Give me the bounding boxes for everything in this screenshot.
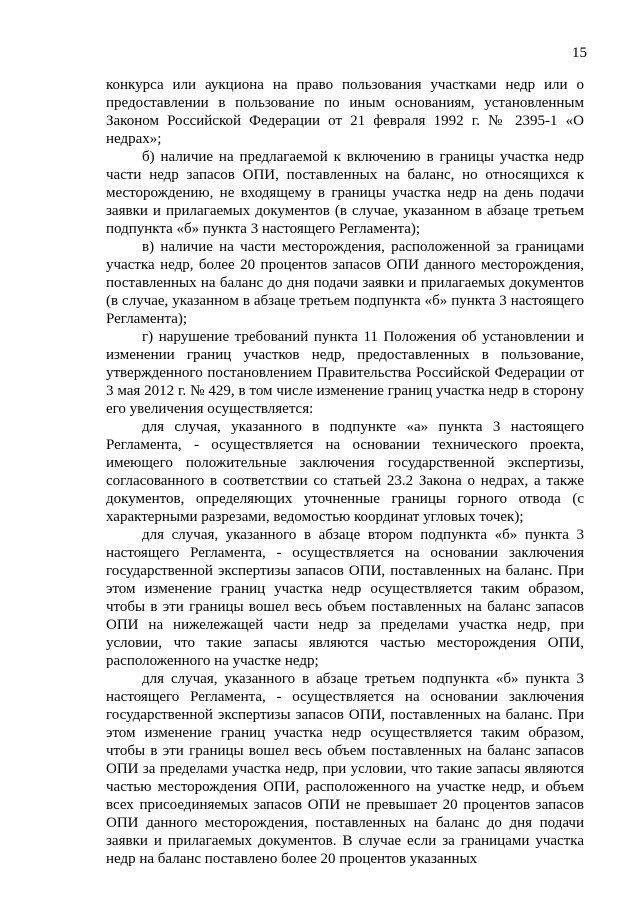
page-number: 15 bbox=[572, 45, 587, 61]
paragraph-item-g: г) нарушение требований пункта 11 Положения об установлении и изменении границ участков недр, предоставленных в пользование, утвержденного постановлением Правительства Российской Федерации от 3 мая 2012 г. № 429, в том числе изменение границ участка недр в сторону его увеличения осуществляется: bbox=[106, 329, 584, 417]
paragraph-continuation: конкурса или аукциона на право пользования участками недр или о предоставлении в пользование по иным основаниям, установленным Законом Российской Федерации от 21 февраля 1992 г. № 2395-1 «О недрах»; bbox=[106, 77, 584, 147]
paragraph-item-v: в) наличие на части месторождения, расположенной за границами участка недр, более 20 процентов запасов ОПИ данного месторождения, поставленных на баланс до дня подачи заявки и прилагаемых документов (в случае, указанном в абзаце третьем подпункта «б» пункта 3 настоящего Регламента); bbox=[106, 239, 584, 327]
paragraph-case-a: для случая, указанного в подпункте «а» пункта 3 настоящего Регламента, - осуществляется на основании технического проекта, имеющего положительные заключения государственной экспертизы, согласованного в соответствии со статьей 23.2 Закона о недрах, а также документов, определяющих уточненные границы горного отвода (с характерными разрезами, ведомостью координат угловых точек); bbox=[106, 419, 584, 525]
paragraph-item-b: б) наличие на предлагаемой к включению в границы участка недр части недр запасов ОПИ, поставленных на баланс, но относящихся к месторождению, не входящему в границы участка недр на день подачи заявки и прилагаемых документов (в случае, указанном в абзаце третьем подпункта «б» пункта 3 настоящего Регламента); bbox=[106, 149, 584, 237]
paragraph-case-b-third: для случая, указанного в абзаце третьем подпункта «б» пункта 3 настоящего Регламента, - осуществляется на основании заключения государственной экспертизы запасов ОПИ, поставленных на баланс. При этом изменение границ участка недр осуществляется таким образом, чтобы в эти границы вошел весь объем поставленных на баланс запасов ОПИ за пределами участка недр, при условии, что такие запасы являются частью месторождения ОПИ, расположенного на участке недр, и объем всех присоединяемых запасов ОПИ не превышает 20 процентов запасов ОПИ данного месторождения, поставленных на баланс до дня подачи заявки и прилагаемых документов. В случае если за границами участка недр на баланс поставлено более 20 процентов указанных bbox=[106, 671, 584, 867]
paragraph-case-b-second: для случая, указанного в абзаце втором подпункта «б» пункта 3 настоящего Регламента, - осуществляется на основании заключения государственной экспертизы запасов ОПИ, поставленных на баланс. При этом изменение границ участка недр осуществляется таким образом, чтобы в эти границы вошел весь объем поставленных на баланс запасов ОПИ на нижележащей части недр за пределами участка недр, при условии, что такие запасы являются частью месторождения ОПИ, расположенного на участке недр; bbox=[106, 527, 584, 669]
document-body bbox=[106, 76, 584, 868]
